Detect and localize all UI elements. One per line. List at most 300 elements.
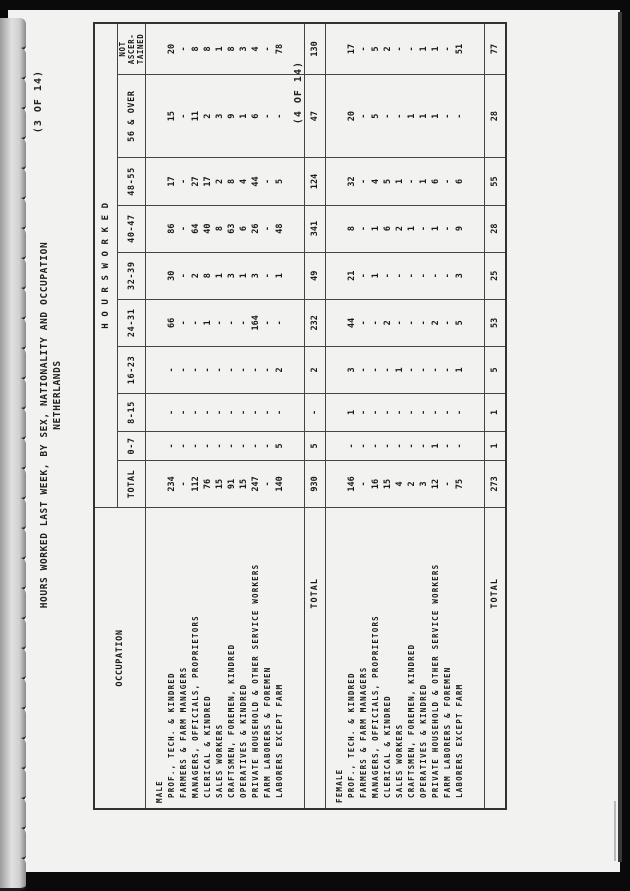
value-cell: 30 [166,252,178,299]
value-cell: 17 [346,23,358,74]
occupation-label: CRAFTSMEN, FOREMEN, KINDRED [226,508,238,810]
value-cell: 1 [214,23,226,74]
value-cell: - [418,205,430,252]
value-cell: 40 [202,205,214,252]
table-row [406,23,418,809]
value-cell: 3 [346,346,358,393]
section-label-row [334,23,346,809]
value-cell: - [346,431,358,460]
column-header: 24-31 [118,299,146,346]
value-cell: 20 [166,23,178,74]
value-cell: 2 [214,158,226,205]
value-cell: 5 [370,23,382,74]
table-row [454,23,466,809]
value-cell: - [262,252,274,299]
occupation-label: SALES WORKERS [214,508,226,810]
spiral-coil [0,408,26,441]
total-value-cell: 28 [485,205,507,252]
value-cell: - [166,431,178,460]
value-cell: 2 [274,346,286,393]
table-row [382,23,394,809]
value-cell: 140 [274,460,286,507]
value-cell: - [226,299,238,346]
value-cell: 48 [274,205,286,252]
table-row [262,23,274,809]
table-row [418,23,430,809]
occupation-header: OCCUPATION [94,508,146,810]
value-cell: - [442,23,454,74]
spacer-cell [466,205,485,252]
value-cell: - [418,252,430,299]
value-cell: - [262,158,274,205]
total-value-cell: 49 [305,252,326,299]
document-subtitle: NETHERLANDS [52,360,63,430]
spacer-cell [146,23,155,74]
value-cell: - [358,158,370,205]
value-cell: 75 [454,460,466,507]
empty-cell [154,346,166,393]
spacer-cell [286,158,305,205]
occupation-label: CLERICAL & KINDRED [382,508,394,810]
value-cell: 15 [238,460,250,507]
occupation-label: FARM LABORERS & FOREMEN [262,508,274,810]
value-cell: 1 [394,158,406,205]
value-cell: 17 [202,158,214,205]
empty-cell [334,74,346,158]
value-cell: 91 [226,460,238,507]
occupation-label: PRIVATE HOUSEHOLD & OTHER SERVICE WORKERS [430,508,442,810]
hours-worked-span-header [94,23,118,508]
value-cell: - [382,74,394,158]
value-cell: 6 [238,205,250,252]
value-cell: 44 [250,158,262,205]
occupation-label: OPERATIVES & KINDRED [238,508,250,810]
continuation-page-label: (4 OF 14) [293,58,304,127]
spacer-cell [326,158,335,205]
spiral-coil [0,708,26,741]
total-value-cell: 930 [305,460,326,507]
occupation-label: PRIVATE HOUSEHOLD & OTHER SERVICE WORKERS [250,508,262,810]
value-cell: - [190,299,202,346]
value-cell: - [214,299,226,346]
total-value-cell: 5 [485,346,507,393]
spiral-coil [0,678,26,711]
empty-cell [154,158,166,205]
column-header: 32-39 [118,252,146,299]
value-cell: - [190,393,202,431]
value-cell: - [442,431,454,460]
value-cell: - [406,393,418,431]
value-cell: - [178,460,190,507]
total-value-cell: 341 [305,205,326,252]
value-cell: 17 [166,158,178,205]
spiral-coil [0,618,26,651]
table-row [442,23,454,809]
value-cell: 1 [406,74,418,158]
spacer-cell [466,74,485,158]
value-cell: - [178,346,190,393]
total-value-cell: 47 [305,74,326,158]
value-cell: - [430,393,442,431]
spiral-coil [0,288,26,321]
occupation-label: MANAGERS, OFFICIALS, PROPRIETORS [190,508,202,810]
value-cell: - [214,393,226,431]
value-cell: - [262,23,274,74]
value-cell: 247 [250,460,262,507]
value-cell: 2 [382,299,394,346]
total-value-cell: 124 [305,158,326,205]
spiral-coil [0,558,26,591]
page-edge-mark [614,801,616,861]
empty-cell [154,299,166,346]
value-cell: 4 [250,23,262,74]
value-cell: 8 [202,23,214,74]
value-cell: 5 [454,299,466,346]
empty-cell [334,393,346,431]
spacer-cell [466,252,485,299]
spacer-cell [466,346,485,393]
value-cell: - [178,393,190,431]
value-cell: 3 [454,252,466,299]
value-cell: - [442,460,454,507]
value-cell: 1 [406,205,418,252]
spacer-cell [286,299,305,346]
spiral-coil [0,378,26,411]
value-cell: 9 [226,74,238,158]
occupation-label: LABORERS EXCEPT FARM [454,508,466,810]
spacer-cell [286,460,305,507]
column-header: 8-15 [118,393,146,431]
value-cell: - [358,346,370,393]
total-value-cell: 28 [485,74,507,158]
value-cell: 1 [418,74,430,158]
occupation-label: SALES WORKERS [394,508,406,810]
value-cell: - [166,393,178,431]
value-cell: - [418,431,430,460]
value-cell: 1 [238,74,250,158]
spacer-cell [326,431,335,460]
value-cell: 1 [430,205,442,252]
spacer-cell [286,431,305,460]
value-cell: 4 [370,158,382,205]
value-cell: - [238,346,250,393]
value-cell: 8 [226,23,238,74]
total-value-cell: 25 [485,252,507,299]
value-cell: 1 [370,205,382,252]
value-cell: - [406,158,418,205]
value-cell: 2 [382,23,394,74]
value-cell: - [454,393,466,431]
empty-cell [334,158,346,205]
value-cell: 64 [190,205,202,252]
value-cell: - [226,393,238,431]
value-cell: 15 [382,460,394,507]
total-value-cell: 273 [485,460,507,507]
value-cell: - [442,299,454,346]
value-cell: - [406,431,418,460]
empty-cell [334,460,346,507]
spacer-cell [146,252,155,299]
spacer-cell [146,205,155,252]
value-cell: 2 [406,460,418,507]
value-cell: 1 [430,431,442,460]
value-cell: - [178,205,190,252]
value-cell: 8 [346,205,358,252]
value-cell: - [358,460,370,507]
value-cell: - [454,74,466,158]
value-cell: 2 [202,74,214,158]
value-cell: - [430,346,442,393]
spiral-coil [0,768,26,801]
table-row [358,23,370,809]
value-cell: - [178,74,190,158]
spacer-cell [326,205,335,252]
value-cell: 3 [238,23,250,74]
spiral-coil [0,348,26,381]
empty-cell [154,205,166,252]
value-cell: - [370,393,382,431]
spiral-coil [0,108,26,141]
value-cell: - [238,393,250,431]
hours-worked-table [93,22,507,810]
spacer-cell [286,252,305,299]
spacer-cell [326,393,335,431]
spiral-coil [0,318,26,351]
spacer-cell [146,346,155,393]
column-header [118,23,146,74]
occupation-label: FARM LABORERS & FOREMEN [442,508,454,810]
spiral-coil [0,528,26,561]
spacer-cell [466,158,485,205]
column-header-line: TAINED [136,33,145,65]
value-cell: 1 [418,158,430,205]
value-cell: 8 [214,205,226,252]
section-label: FEMALE [334,508,346,810]
total-value-cell: 55 [485,158,507,205]
value-cell: - [394,431,406,460]
value-cell: 1 [370,252,382,299]
spiral-coil [0,468,26,501]
spacer-cell [146,158,155,205]
page-number-label: (3 OF 14) [33,70,44,134]
value-cell: 6 [250,74,262,158]
total-value-cell: 77 [485,23,507,74]
spiral-coil [0,828,26,861]
value-cell: - [406,299,418,346]
column-header: 48-55 [118,158,146,205]
spiral-coil [0,798,26,831]
value-cell: - [202,346,214,393]
value-cell: - [262,431,274,460]
value-cell: - [178,252,190,299]
value-cell: - [250,431,262,460]
value-cell: - [178,23,190,74]
value-cell: - [382,346,394,393]
table-row [274,23,286,809]
rotated-content [25,10,525,840]
table-row [394,23,406,809]
table-row [250,23,262,809]
value-cell: 8 [226,158,238,205]
total-value-cell: 2 [305,346,326,393]
value-cell: - [166,346,178,393]
value-cell: 5 [274,158,286,205]
value-cell: - [202,431,214,460]
value-cell: 6 [430,158,442,205]
value-cell: - [370,299,382,346]
spacer-cell [466,431,485,460]
value-cell: 51 [454,23,466,74]
empty-cell [154,252,166,299]
spacer-row [286,23,305,809]
occupation-label: PROF., TECH. & KINDRED [166,508,178,810]
section-label: MALE [154,508,166,810]
value-cell: - [382,393,394,431]
value-cell: 112 [190,460,202,507]
value-cell: 146 [346,460,358,507]
value-cell: 3 [250,252,262,299]
value-cell: - [370,431,382,460]
empty-cell [334,299,346,346]
value-cell: - [262,346,274,393]
value-cell: - [274,393,286,431]
value-cell: 86 [166,205,178,252]
value-cell: 1 [430,74,442,158]
value-cell: 234 [166,460,178,507]
value-cell: - [382,252,394,299]
value-cell: - [226,346,238,393]
value-cell: - [238,299,250,346]
total-row [305,23,326,809]
spacer-cell [466,23,485,74]
value-cell: 63 [226,205,238,252]
value-cell: - [394,393,406,431]
value-cell: 1 [274,252,286,299]
value-cell: - [442,252,454,299]
empty-cell [334,252,346,299]
value-cell: - [274,299,286,346]
spacer-cell [286,23,305,74]
value-cell: 12 [430,460,442,507]
spacer-cell [326,74,335,158]
value-cell: - [442,205,454,252]
spacer-cell [466,508,485,810]
value-cell: - [454,431,466,460]
empty-cell [334,23,346,74]
value-cell: - [394,252,406,299]
spacer-cell [466,299,485,346]
spiral-coil [0,228,26,261]
column-header-line: NOT [118,41,127,57]
spiral-coil [0,168,26,201]
spacer-cell [286,508,305,810]
spacer-cell [466,393,485,431]
empty-cell [154,460,166,507]
spacer-cell [286,393,305,431]
table-row [226,23,238,809]
value-cell: 27 [190,158,202,205]
value-cell: - [202,393,214,431]
spiral-coil [0,588,26,621]
column-header: 56 & OVER [118,74,146,158]
value-cell: 9 [454,205,466,252]
spacer-cell [326,299,335,346]
value-cell: - [178,158,190,205]
table-row [190,23,202,809]
value-cell: 15 [214,460,226,507]
value-cell: - [262,205,274,252]
value-cell: - [394,299,406,346]
total-value-cell: 232 [305,299,326,346]
value-cell: 2 [394,205,406,252]
value-cell: - [250,393,262,431]
value-cell: - [358,205,370,252]
spacer-cell [326,23,335,74]
empty-cell [334,431,346,460]
occupation-label: FARMERS & FARM MANAGERS [358,508,370,810]
table-row [166,23,178,809]
spiral-coil [0,258,26,291]
value-cell: 32 [346,158,358,205]
value-cell: 21 [346,252,358,299]
value-cell: - [442,74,454,158]
value-cell: 1 [454,346,466,393]
value-cell: - [358,74,370,158]
empty-cell [154,431,166,460]
value-cell: - [370,346,382,393]
spacer-cell [326,252,335,299]
value-cell: - [262,299,274,346]
spiral-coil [0,498,26,531]
occupation-label: CLERICAL & KINDRED [202,508,214,810]
value-cell: - [442,346,454,393]
value-cell: 164 [250,299,262,346]
value-cell: - [418,346,430,393]
value-cell: - [214,431,226,460]
value-cell: - [418,299,430,346]
total-row [485,23,507,809]
spacer-cell [286,205,305,252]
spiral-coil [0,738,26,771]
value-cell: 6 [382,205,394,252]
spacer-cell [466,460,485,507]
empty-cell [334,346,346,393]
occupation-label: OPERATIVES & KINDRED [418,508,430,810]
spacer-cell [146,460,155,507]
value-cell: 1 [346,393,358,431]
hours-worked-span-label: H O U R S W O R K E D [101,202,111,329]
value-cell: - [442,158,454,205]
value-cell: 1 [214,252,226,299]
value-cell: 78 [274,23,286,74]
total-value-cell: - [305,393,326,431]
empty-cell [334,205,346,252]
spacer-cell [146,508,155,810]
value-cell: 1 [202,299,214,346]
value-cell: 1 [238,252,250,299]
total-label: TOTAL [305,508,326,810]
value-cell: 4 [394,460,406,507]
spacer-cell [286,74,305,158]
table-row [202,23,214,809]
spiral-coil [0,438,26,471]
table-row [214,23,226,809]
occupation-label: FARMERS & FARM MANAGERS [178,508,190,810]
value-cell: 4 [238,158,250,205]
value-cell: 1 [418,23,430,74]
occupation-label: CRAFTSMEN, FOREMEN, KINDRED [406,508,418,810]
value-cell: - [442,393,454,431]
